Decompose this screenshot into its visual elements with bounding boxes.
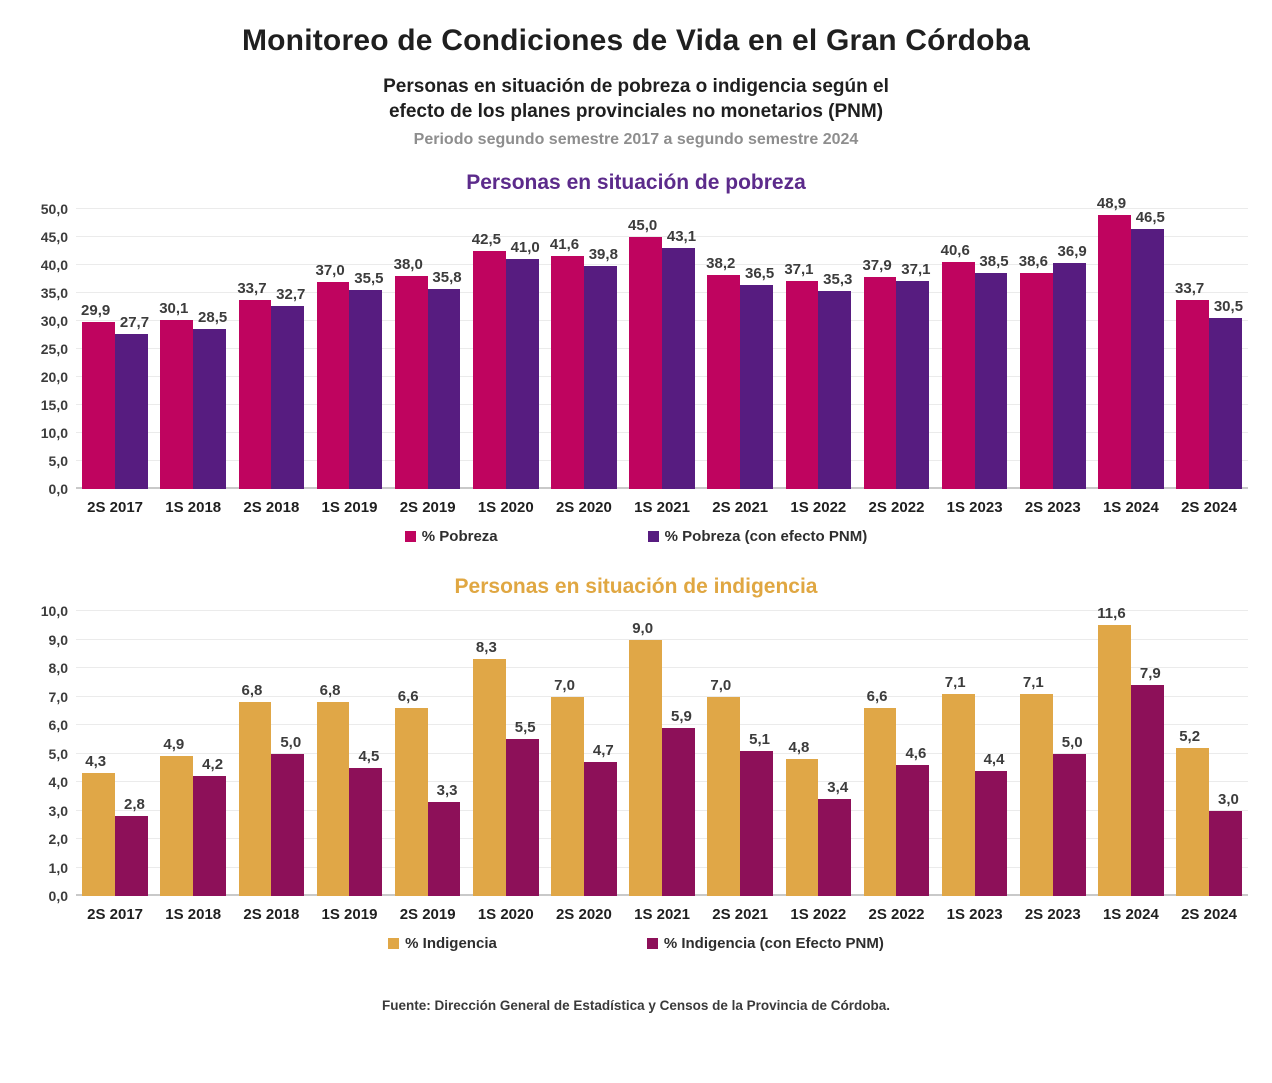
legend-label-indigencia-pnm: % Indigencia (con Efecto PNM) [663,935,884,952]
x-category-label: 1S 2023 [946,499,1003,516]
bar-group [1170,209,1248,489]
y-tick-label: 0,0 [48,481,68,497]
y-tick-label: 10,0 [40,603,68,619]
bar-group [389,209,467,489]
bar-value-label: 6,8 [319,682,341,700]
legend-item-pobreza-pnm [648,528,868,545]
bar [1097,605,1131,896]
legend-label-indigencia: % Indigencia [405,935,497,952]
bar-group [1092,605,1170,896]
x-category-label: 1S 2020 [477,499,534,516]
bar-group [779,209,857,489]
bar-value-label: 5,2 [1179,727,1201,745]
bar-value-label: 33,7 [1175,280,1205,298]
period-label: Periodo segundo semestre 2017 a segundo semestre 2024 [413,131,859,148]
y-tick-label: 3,0 [48,802,68,819]
bar [707,676,740,897]
y-tick-label: 8,0 [48,660,68,676]
bar-value-label: 7,1 [944,673,966,691]
bar-value-label: 41,6 [549,236,580,254]
bar-value-label: 5,5 [514,719,536,737]
x-category-label: 2S 2021 [712,499,769,516]
bar-value-label: 38,5 [979,253,1009,271]
y-tick-label: 4,0 [48,774,68,790]
indigencia-plot-row [24,603,1248,904]
bar-value-label: 38,2 [706,255,736,273]
bar-group [545,209,623,489]
bar-value-label: 40,6 [940,241,970,259]
x-category-label: 1S 2022 [790,499,847,516]
bar [193,309,228,489]
bar [896,261,931,489]
y-tick-label: 9,0 [48,631,68,648]
bar [784,261,819,489]
bar-value-label: 36,5 [744,264,775,282]
bar-value-label: 29,9 [81,301,111,319]
bar-group [701,209,779,489]
bar-group [623,611,701,896]
bar-value-label: 37,9 [862,256,892,274]
x-category-label: 2S 2023 [1024,906,1081,923]
bar [115,313,150,489]
x-category-label: 2S 2017 [87,906,144,923]
bar-value-label: 46,5 [1135,208,1165,226]
bar-group [936,209,1014,489]
bar-value-label: 5,1 [749,730,771,748]
y-tick-label: 30,0 [40,313,68,329]
x-category-label: 1S 2019 [321,906,378,923]
bar [975,253,1009,489]
x-category-label: 1S 2018 [165,499,222,516]
bar [1020,673,1053,896]
x-category-label: 2S 2024 [1181,499,1237,516]
bar-value-label: 4,7 [592,742,614,760]
x-category-label: 2S 2018 [243,499,300,516]
bar [1209,790,1242,897]
pobreza-chart-title: Personas en situación de pobreza [466,171,806,194]
bar-value-label: 6,6 [397,687,419,705]
bar-value-label: 6,6 [866,687,888,705]
bar-value-label: 27,7 [119,313,150,331]
y-tick-label: 0,0 [48,888,68,904]
bar-value-label: 42,5 [471,231,501,248]
bar [975,750,1008,896]
x-category-label: 1S 2018 [165,906,222,923]
x-category-label: 1S 2024 [1102,499,1159,516]
bar [940,241,975,489]
x-category-label: 2S 2024 [1181,906,1237,923]
bar-value-label: 37,0 [315,261,345,279]
indigencia-y-axis [24,603,76,904]
legend-label-pobreza-pnm: % Pobreza (con efecto PNM) [664,528,868,545]
bar [115,796,148,896]
bar [584,246,618,489]
bar-group [1092,195,1170,489]
bar-value-label: 28,5 [198,309,228,327]
x-category-label: 1S 2019 [321,499,378,516]
bar [82,753,115,896]
bar-group [545,611,623,896]
bar-value-label: 37,1 [901,261,931,279]
bar-group [779,611,857,896]
bar-group [467,209,545,489]
source-note: Fuente: Dirección General de Estadística y Censos de la Provincia de Córdoba. [382,998,890,1013]
bar-group [154,209,232,489]
pobreza-plot-area [76,195,1248,489]
bar-groups [76,195,1248,489]
bar [506,239,540,489]
bar [393,256,428,489]
bar [1175,280,1209,489]
x-category-label: 2S 2022 [868,499,925,516]
bar [584,742,617,896]
bar [349,270,384,489]
bar-value-label: 5,9 [671,707,692,725]
bar-value-label: 48,9 [1096,195,1127,213]
bar [349,747,382,896]
subtitle-line-1: Personas en situación de pobreza o indigencia según el [383,76,889,97]
bar-group [232,209,310,489]
bar [862,256,897,489]
x-category-label: 2S 2018 [243,906,300,923]
bar-value-label: 38,0 [393,256,423,274]
legend-label-pobreza: % Pobreza [421,528,498,545]
bar [315,261,350,489]
x-category-label: 2S 2023 [1024,499,1081,516]
bar-value-label: 2,8 [124,796,145,814]
pobreza-legend [24,528,1248,545]
indigencia-chart [24,575,1248,952]
bar [1053,243,1087,489]
bar [159,300,193,489]
bar [818,779,851,896]
y-tick-label: 5,0 [48,745,68,762]
bar-group [154,611,232,896]
bar [193,756,226,896]
bar-value-label: 36,9 [1057,243,1087,261]
bar-value-label: 39,8 [588,246,618,264]
bar [81,301,115,489]
bar-value-label: 4,2 [202,756,224,774]
bar [818,271,853,489]
bar [428,268,462,489]
indigencia-pnm-swatch-icon [647,938,658,949]
bar-group [857,611,935,896]
bar [317,682,350,896]
pobreza-x-axis [76,489,1248,516]
y-tick-label: 20,0 [40,369,68,385]
bar [1176,727,1209,896]
pobreza-chart [24,171,1248,545]
pobreza-y-axis [24,201,76,497]
y-tick-label: 6,0 [48,717,68,733]
bar [706,255,740,489]
y-tick-label: 15,0 [40,397,68,413]
legend-item-pobreza [405,528,498,545]
pobreza-swatch-icon [405,531,416,542]
bar [160,736,193,896]
bar-value-label: 7,9 [1139,665,1161,683]
bar [239,682,272,896]
bar [471,231,506,489]
x-category-label: 2S 2020 [555,499,612,516]
y-tick-label: 10,0 [40,425,68,441]
bar-group [76,209,154,489]
bar [1018,252,1053,489]
bar-group [310,209,388,489]
bar-value-label: 7,0 [710,676,732,694]
x-category-label: 2S 2020 [555,906,612,923]
bar-value-label: 4,6 [905,744,927,762]
bar-value-label: 30,1 [159,300,189,318]
x-category-label: 2S 2021 [712,906,769,923]
pobreza-pnm-swatch-icon [648,531,659,542]
bar-value-label: 9,0 [632,619,654,637]
bar [662,227,697,489]
x-category-label: 2S 2019 [399,499,456,516]
x-category-label: 1S 2021 [634,906,690,923]
bar-value-label: 30,5 [1213,298,1244,316]
x-category-label: 2S 2022 [868,906,925,923]
bar [942,673,975,896]
page-title: Monitoreo de Condiciones de Vida en el Gran Córdoba [241,24,1031,57]
y-tick-label: 50,0 [40,201,68,217]
bar-value-label: 43,1 [666,227,697,245]
bar [271,733,304,897]
bar-group [857,209,935,489]
bar [1053,733,1086,897]
bar-value-label: 7,1 [1022,673,1044,691]
bar [237,280,272,489]
bar [786,739,819,896]
bar-value-label: 4,4 [983,750,1005,768]
legend-item-indigencia [388,935,497,952]
y-tick-label: 7,0 [48,688,68,705]
y-tick-label: 1,0 [48,859,68,876]
bar-group [389,611,467,896]
bar [551,676,584,897]
bar-value-label: 4,3 [85,753,107,771]
bar [1131,665,1164,896]
bar [473,639,506,896]
bar-group [76,611,154,896]
bar [628,217,662,489]
x-category-label: 2S 2017 [87,499,144,516]
bar-value-label: 4,5 [358,747,380,765]
bar [428,781,461,896]
bar [395,687,428,896]
y-tick-label: 45,0 [40,229,68,245]
bar-value-label: 11,6 [1097,605,1126,623]
bar-groups [76,605,1248,896]
indigencia-chart-title: Personas en situación de indigencia [454,575,818,598]
bar [1131,208,1165,489]
bar-value-label: 45,0 [628,217,658,234]
bar-value-label: 4,8 [788,739,810,757]
x-category-label: 1S 2024 [1102,906,1159,923]
bar-value-label: 33,7 [237,280,267,298]
bar-group [1014,209,1092,489]
bar-value-label: 3,0 [1218,790,1239,808]
bar-group [1170,611,1248,896]
x-category-label: 1S 2023 [946,906,1003,923]
bar [271,285,306,489]
bar [864,687,897,896]
bar-value-label: 32,7 [276,285,306,303]
bar-value-label: 35,3 [823,271,853,289]
bar [896,744,929,896]
x-category-label: 1S 2020 [477,906,534,923]
bar [1096,195,1131,489]
bar [740,730,773,896]
bar [1209,298,1244,489]
indigencia-x-axis [76,896,1248,923]
x-category-label: 2S 2019 [399,906,456,923]
bar-group [467,611,545,896]
x-category-label: 1S 2022 [790,906,847,923]
bar [506,719,539,896]
bar-group [310,611,388,896]
legend-item-indigencia-pnm [647,935,884,952]
pobreza-plot-row [24,195,1248,497]
y-tick-label: 5,0 [48,453,68,469]
y-tick-label: 25,0 [40,341,68,357]
bar-value-label: 4,9 [163,736,185,754]
bar-value-label: 8,3 [475,639,497,657]
bar-value-label: 37,1 [784,261,814,279]
bar-value-label: 7,0 [554,676,575,694]
bar-value-label: 6,8 [241,682,263,700]
bar-value-label: 5,0 [280,733,302,751]
y-tick-label: 40,0 [40,257,68,273]
bar-group [701,611,779,896]
bar-value-label: 5,0 [1061,733,1083,751]
bar-group [936,611,1014,896]
page-subtitle [24,74,1248,124]
bar-value-label: 35,5 [354,270,384,288]
indigencia-legend [24,935,1248,952]
bar-value-label: 38,6 [1018,252,1048,270]
bar-group [232,611,310,896]
bar-value-label: 3,3 [436,781,458,799]
indigencia-swatch-icon [388,938,399,949]
bar [549,236,584,489]
y-tick-label: 2,0 [48,831,68,847]
bar-group [623,209,701,489]
bar-value-label: 35,8 [432,268,462,286]
subtitle-line-2: efecto de los planes provinciales no monetarios (PNM) [388,101,884,122]
bar-group [1014,611,1092,896]
bar [740,264,775,489]
y-tick-label: 35,0 [40,285,68,301]
bar [629,619,662,897]
x-category-label: 1S 2021 [634,499,690,516]
bar-value-label: 41,0 [510,239,540,257]
bar-value-label: 3,4 [827,779,849,797]
indigencia-plot-area [76,605,1248,896]
bar [662,707,695,896]
